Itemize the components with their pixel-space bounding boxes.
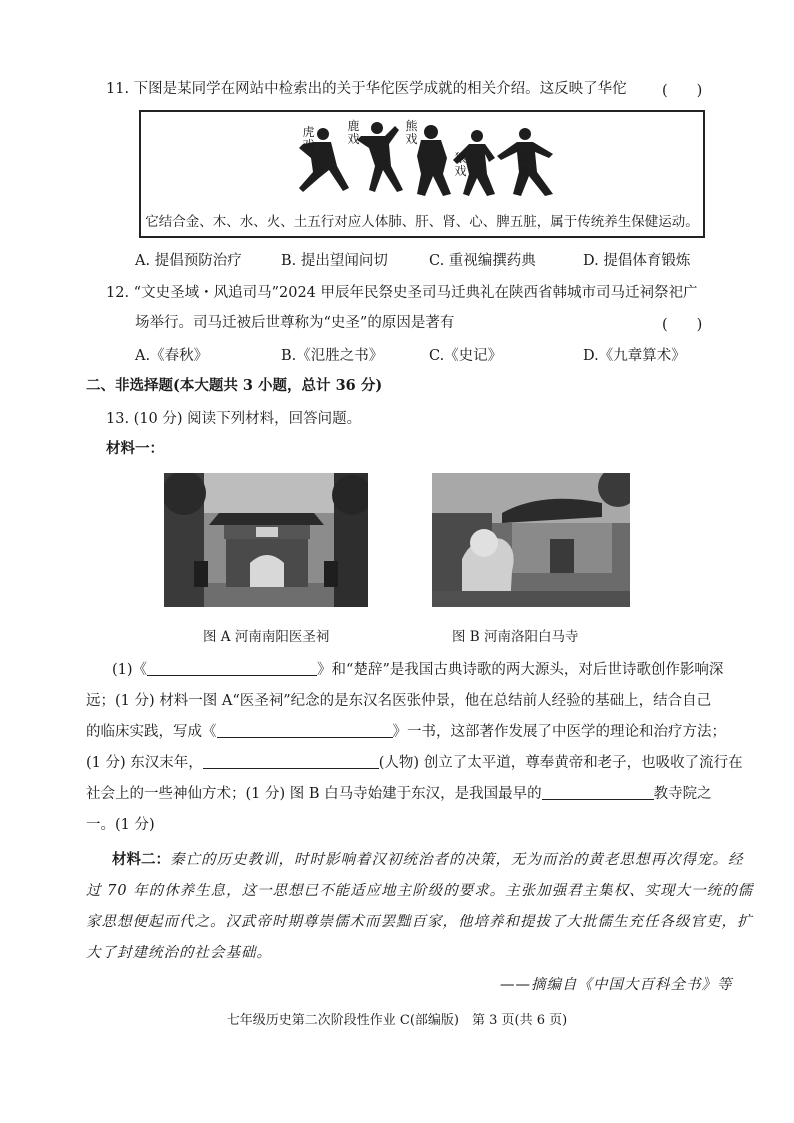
- figure-b-caption: 图 B 河南洛阳白马寺: [452, 629, 579, 645]
- section-2-title: 二、非选择题(本大题共 3 小题，总计 36 分): [86, 377, 383, 394]
- q11-figure-caption: 它结合金、木、水、火、土五行对应人体肺、肝、肾、心、脾五脏，属于传统养生保健运动。: [145, 214, 699, 230]
- material-2-line2: 过 70 年的休养生息，这一思想已不能适应地主阶级的要求。主张加强君主集权、实现大一统的儒: [86, 883, 754, 899]
- photo-a-yishengci: [164, 473, 368, 607]
- q13-part1-line4: (1 分) 东汉末年， (人物) 创立了太平道，尊奉黄帝和老子，也吸收了流行在: [86, 755, 743, 771]
- baimasi-lion-image: [432, 473, 630, 607]
- q12-option-b[interactable]: B.《氾胜之书》: [281, 348, 384, 364]
- q12-stem-line2: 场举行。司马迁被后世尊称为“史圣”的原因是著有: [135, 315, 455, 331]
- material-2-source: ——摘编自《中国大百科全书》等: [500, 977, 733, 993]
- ape-label: 猿戏: [454, 151, 467, 178]
- deer-label: 鹿戏: [347, 119, 360, 146]
- q13-part1-line6: 一。(1 分): [86, 817, 155, 833]
- q11-option-d[interactable]: D. 提倡体育锻炼: [583, 253, 691, 269]
- q12-answer-paren: ( ): [662, 317, 703, 333]
- q12-option-c[interactable]: C.《史记》: [429, 348, 503, 364]
- q13-part1-line3: 的临床实践，写成《 》一书，这部著作发展了中医学的理论和治疗方法；: [86, 724, 726, 740]
- q13-part1-line2: 远；(1 分) 材料一图 A“医圣祠”纪念的是东汉名医张仲景，他在总结前人经验的基础上，结合自己: [86, 693, 712, 709]
- q11-stem: 11. 下图是某同学在网站中检索出的关于华佗医学成就的相关介绍。这反映了华佗: [106, 81, 627, 97]
- material-1-label: 材料一：: [106, 440, 164, 457]
- blank-1[interactable]: [147, 660, 317, 676]
- yishengci-gate-image: [164, 473, 368, 607]
- bird-label: 鸟戏: [517, 151, 530, 178]
- q13-part1-line5: 社会上的一些神仙方术；(1 分) 图 B 白马寺始建于东汉，是我国最早的 教寺院之: [86, 786, 712, 802]
- blank-4[interactable]: [542, 784, 654, 800]
- blank-2[interactable]: [217, 722, 393, 738]
- figure-a-caption: 图 A 河南南阳医圣祠: [203, 629, 330, 645]
- q11-option-c[interactable]: C. 重视编撰药典: [429, 253, 536, 269]
- q11-option-a[interactable]: A. 提倡预防治疗: [135, 253, 242, 269]
- material-2-line4: 大了封建统治的社会基础。: [86, 945, 272, 961]
- q13-stem: 13. (10 分) 阅读下列材料，回答问题。: [106, 411, 362, 427]
- q13-part1-line1: (1)《 》和“楚辞”是我国古典诗歌的两大源头，对后世诗歌创作影响深: [112, 662, 724, 678]
- q12-option-a[interactable]: A.《春秋》: [135, 348, 209, 364]
- q12-stem-line1: 12. “文史圣域・风追司马”2024 甲辰年民祭史圣司马迁典礼在陕西省韩城市司马迁祠祭祀广: [106, 285, 698, 301]
- q11-figure-box: [139, 110, 705, 238]
- blank-3[interactable]: [203, 753, 379, 769]
- q11-option-b[interactable]: B. 提出望闻问切: [281, 253, 388, 269]
- q11-answer-paren: ( ): [662, 83, 703, 99]
- material-2-line3: 家思想便起而代之。汉武帝时期尊崇儒术而罢黜百家，他培养和提拔了大批儒生充任各级官吏，扩: [86, 914, 753, 930]
- bear-label: 熊戏: [405, 119, 418, 146]
- material-2-line1: 材料二：秦亡的历史教训，时时影响着汉初统治者的决策，无为而治的黄老思想再次得宠。经: [112, 851, 744, 868]
- material-2-label: 材料二：: [112, 851, 170, 868]
- q12-option-d[interactable]: D.《九章算术》: [583, 348, 686, 364]
- page-footer: 七年级历史第二次阶段性作业 C(部编版) 第 3 页(共 6 页): [226, 1013, 568, 1028]
- tiger-label: 虎戏: [302, 125, 315, 152]
- photo-b-baimasi: [432, 473, 630, 607]
